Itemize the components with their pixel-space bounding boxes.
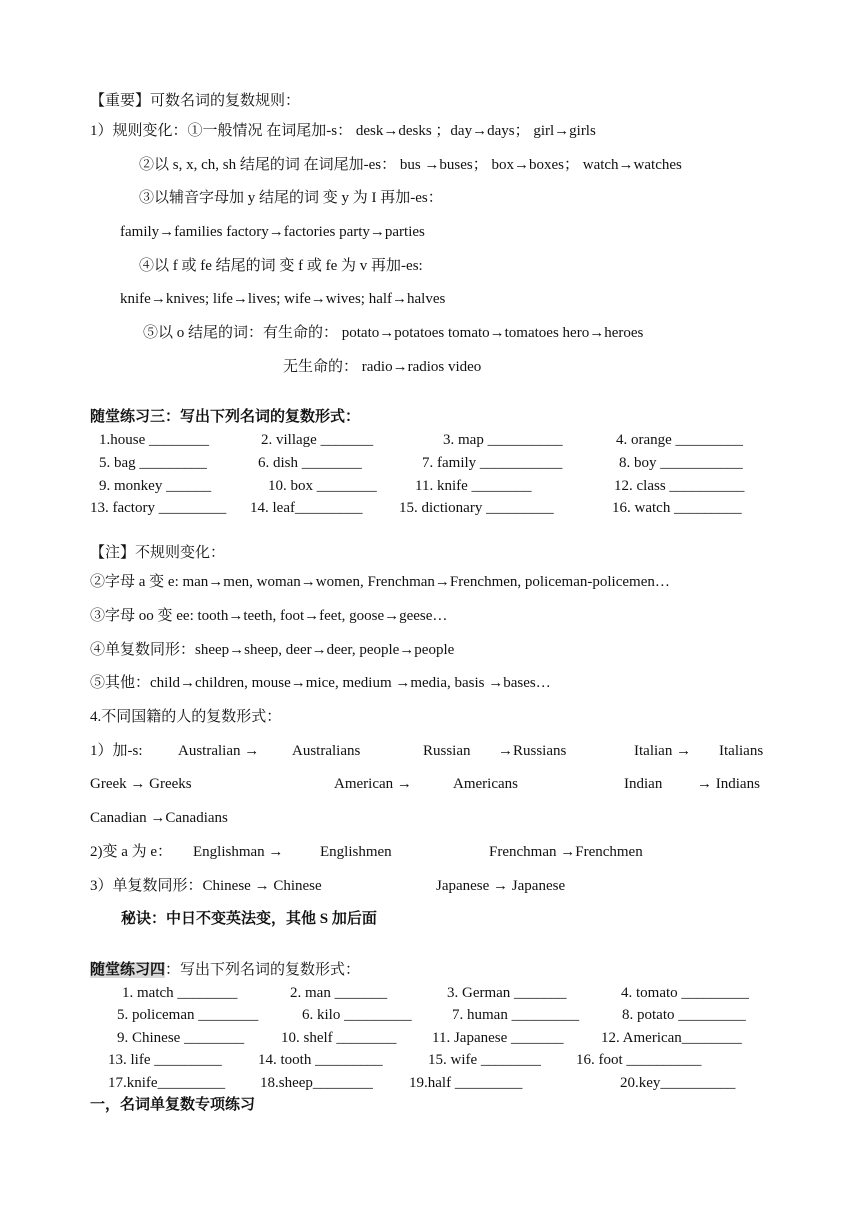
nationality-row-s (0, 774, 860, 794)
nationality-label: 2)变 a 为 e： (90, 844, 173, 860)
nationality-item: American → (334, 776, 412, 792)
exercise-item: 8. potato _________ (622, 1007, 746, 1023)
exercise-item: 20.key__________ (620, 1075, 736, 1091)
exercise-4-row (0, 983, 860, 1003)
nationality-row-a-e (0, 842, 860, 862)
exercise-item: 1. match ________ (122, 985, 238, 1001)
nationality-item: →Russians (498, 743, 567, 759)
exercise-item: 1.house ________ (99, 432, 209, 448)
section-heading: 一，名词单复数专项练习 (90, 1097, 256, 1113)
exercise-item: 9. monkey ______ (99, 478, 212, 494)
exercise-item: 11. knife ________ (415, 478, 532, 494)
exercise-item: 18.sheep________ (260, 1075, 373, 1091)
rule-2: ②以 s, x, ch, sh 结尾的词 在词尾加-es： bus →buses； box→boxes； watch→watches (139, 157, 682, 173)
exercise-4-title-highlight: 随堂练习四 (90, 962, 166, 978)
nationality-item: Australians (292, 743, 361, 759)
exercise-item: 15. wife ________ (428, 1052, 541, 1068)
exercise-4-row (0, 1028, 860, 1048)
exercise-3-row (0, 476, 860, 496)
exercise-item: 10. box ________ (268, 478, 377, 494)
exercise-4-title-rest: ：写出下列名词的复数形式： (165, 962, 361, 978)
exercise-item: 12. American________ (601, 1030, 742, 1046)
exercise-3-row (0, 498, 860, 518)
exercise-item: 6. dish ________ (258, 455, 362, 471)
exercise-item: 4. orange _________ (616, 432, 744, 448)
rule-3: ③以辅音字母加 y 结尾的词 变 y 为 I 再加-es： (139, 190, 443, 206)
nationality-row-s (0, 741, 860, 761)
rule-4-examples: knife→knives; life→lives; wife→wives; half→halves (120, 291, 446, 307)
rule-1: 1）规则变化：①一般情况 在词尾加-s： desk→desks ；day→days； girl→girls (90, 123, 596, 139)
rule-3-examples: family→families factory→factories party→parties (120, 224, 425, 240)
exercise-item: 7. family ___________ (422, 455, 563, 471)
exercise-item: 14. leaf_________ (250, 500, 363, 516)
rules-title: 【重要】可数名词的复数规则： (90, 93, 301, 109)
exercise-4-title (90, 960, 360, 980)
irregular-title: 【注】不规则变化： (90, 545, 226, 561)
exercise-item: 2. man _______ (290, 985, 388, 1001)
exercise-4-row (0, 1050, 860, 1070)
exercise-item: 11. Japanese _______ (432, 1030, 564, 1046)
exercise-item: 10. shelf ________ (281, 1030, 397, 1046)
rule-4: ④以 f 或 fe 结尾的词 变 f 或 fe 为 v 再加-es: (139, 258, 423, 274)
nationality-item: Englishman → (193, 844, 284, 860)
exercise-3-row (0, 430, 860, 450)
exercise-item: 15. dictionary _________ (399, 500, 554, 516)
exercise-item: 9. Chinese ________ (117, 1030, 245, 1046)
irregular-rule-oo-ee: ③字母 oo 变 ee: tooth→teeth, foot→feet, goose→geese… (90, 608, 448, 624)
exercise-item: 19.half _________ (409, 1075, 523, 1091)
nationality-item: Russian (423, 743, 471, 759)
exercise-item: 13. factory _________ (90, 500, 227, 516)
exercise-item: 5. policeman ________ (117, 1007, 259, 1023)
exercise-item: 16. foot __________ (576, 1052, 702, 1068)
nationality-row-same (0, 876, 860, 896)
nationality-item: Japanese → Japanese (436, 878, 566, 894)
irregular-rule-other: ⑤其他：child→children, mouse→mice, medium →media, basis →bases… (90, 675, 551, 691)
nationality-item: Australian → (178, 743, 260, 759)
nationality-item: 3）单复数同形：Chinese → Chinese (90, 878, 322, 894)
nationality-item: Italians (719, 743, 764, 759)
nationality-title: 4.不同国籍的人的复数形式： (90, 709, 282, 725)
irregular-rule-a-e: ②字母 a 变 e: man→men, woman→women, Frenchman→Frenchmen, policeman-policemen… (90, 574, 670, 590)
nationality-canadian: Canadian →Canadians (90, 810, 228, 826)
nationality-label: 1）加-s: (90, 743, 143, 759)
exercise-4-row (0, 1073, 860, 1093)
nationality-item: → Indians (697, 776, 760, 792)
exercise-item: 16. watch _________ (612, 500, 742, 516)
exercise-item: 7. human _________ (452, 1007, 580, 1023)
rule-5: ⑤以 o 结尾的词：有生命的： potato→potatoes tomato→tomatoes hero→heroes (143, 325, 644, 341)
exercise-4-row (0, 1005, 860, 1025)
exercise-item: 17.knife_________ (108, 1075, 226, 1091)
exercise-item: 13. life _________ (108, 1052, 222, 1068)
irregular-rule-same: ④单复数同形：sheep→sheep, deer→deer, people→people (90, 642, 455, 658)
nationality-item: Englishmen (320, 844, 392, 860)
rule-5-inanimate: 无生命的： radio→radios video (283, 359, 482, 375)
nationality-item: Americans (453, 776, 518, 792)
exercise-item: 4. tomato _________ (621, 985, 749, 1001)
exercise-item: 2. village _______ (261, 432, 374, 448)
memory-tip: 秘诀：中日不变英法变，其他 S 加后面 (121, 911, 377, 927)
exercise-item: 5. bag _________ (99, 455, 207, 471)
exercise-item: 6. kilo _________ (302, 1007, 412, 1023)
nationality-item: Indian (624, 776, 663, 792)
exercise-item: 3. German _______ (447, 985, 567, 1001)
exercise-item: 12. class __________ (614, 478, 745, 494)
exercise-3-row (0, 453, 860, 473)
exercise-3-title: 随堂练习三：写出下列名词的复数形式： (90, 409, 361, 425)
exercise-item: 8. boy ___________ (619, 455, 743, 471)
exercise-item: 14. tooth _________ (258, 1052, 383, 1068)
nationality-item: Frenchman →Frenchmen (489, 844, 643, 860)
exercise-item: 3. map __________ (443, 432, 563, 448)
nationality-item: Italian → (634, 743, 692, 759)
nationality-item: Greek → Greeks (90, 776, 192, 792)
